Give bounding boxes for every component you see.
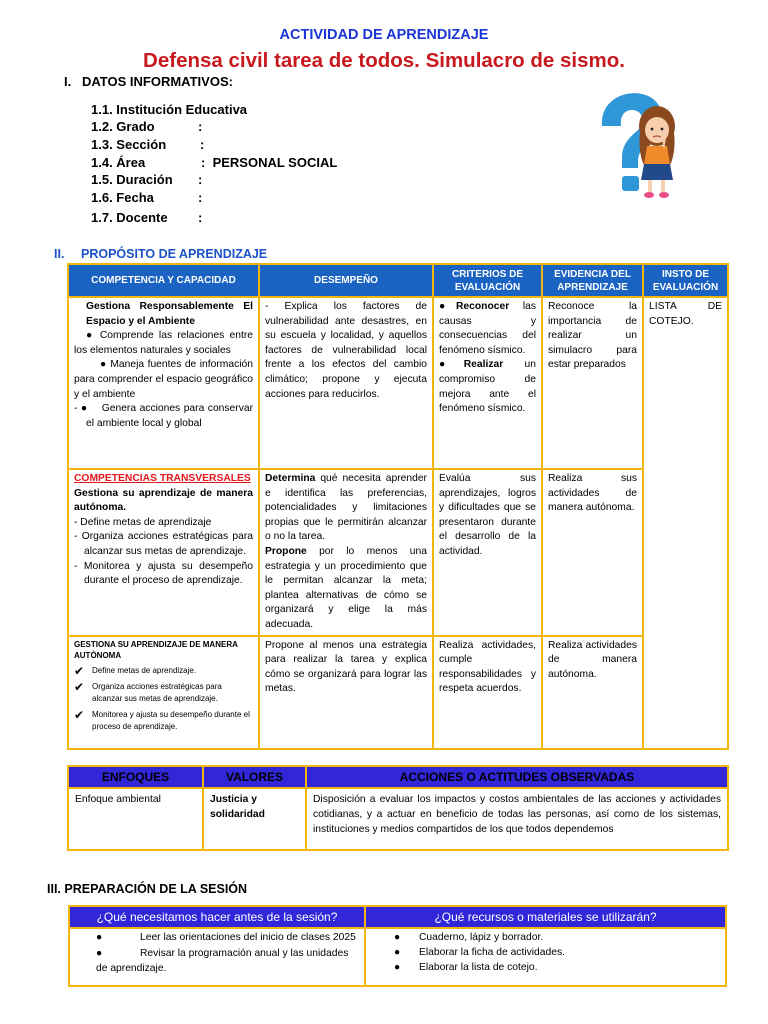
competencia-cell: Gestiona Responsablemente El Espacio y el Ambiente ● Comprende las relaciones entre los elementos naturales y sociales ● Maneja fuentes de información para comprender el espacio geográfico y el ambiente - ● Genera acciones para conservar el ambiente local y global — [68, 297, 259, 469]
capacidad-item: - Monitorea y ajusta su desempeño durante el proceso de aprendizaje. — [74, 560, 253, 587]
capacidad-item: ● Maneja fuentes de información para comprender el espacio geográfico y el ambiente — [74, 359, 253, 400]
section-3-title: PREPARACIÓN DE LA SESIÓN — [64, 882, 248, 896]
proposito-table — [67, 263, 729, 750]
check-item: ✔ Organiza acciones estratégicas para alcanzar sus metas de aprendizaje. — [74, 679, 222, 703]
document-title: ACTIVIDAD DE APRENDIZAJE — [279, 27, 489, 43]
section-1-number: I. — [64, 74, 72, 89]
competencia-cell: GESTIONA SU APRENDIZAJE DE MANERA AUTÒNOMA ✔ Define metas de aprendizaje. ✔ Organiza acciones estratégicas para alcanzar sus metas de aprendizaje. ✔ Monitorea y ajusta su desempeño durante el proceso de aprendizaje. — [68, 636, 259, 749]
criterios-cell: Evalúa sus aprendizajes, logros y dificultades que se presentaron durante el desarrollo de la actividad. — [433, 469, 542, 636]
section-1-title: DATOS INFORMATIVOS: — [82, 74, 233, 89]
header-instrumento: INSTO DE EVALUACIÓN — [643, 264, 728, 297]
criterios-cell — [433, 297, 542, 469]
evidencia-cell: Realiza sus actividades de manera autónoma. — [542, 469, 643, 636]
header-antes: ¿Qué necesitamos hacer antes de la sesión? — [69, 906, 365, 928]
section-3-number: III. — [47, 882, 61, 896]
header-enfoques: ENFOQUES — [68, 766, 203, 788]
valor-cell: Justicia y solidaridad — [203, 788, 306, 850]
checkmark-icon: ✔ — [74, 663, 85, 678]
competencias-transversales-label: COMPETENCIAS TRANSVERSALES — [74, 473, 251, 484]
header-acciones: ACCIONES O ACTITUDES OBSERVADAS — [306, 766, 728, 788]
accion-cell: Disposición a evaluar los impactos y costos ambientales de las acciones y actividades cotidianas, y a actuar en beneficio de todas las personas, así como de los sistemas, instituciones y medios compartidos de los que todos dependemos — [306, 788, 728, 850]
capacidad-item: - Organiza acciones estratégicas para alcanzar sus metas de aprendizaje. — [74, 531, 253, 557]
header-recursos: ¿Qué recursos o materiales se utilizarán? — [365, 906, 726, 928]
section-2-number: II. — [54, 247, 65, 261]
section-1-heading — [64, 74, 233, 89]
list-item: ● Cuaderno, lápiz y borrador. — [394, 932, 544, 943]
check-item: ✔ Monitorea y ajusta su desempeño durante el proceso de aprendizaje. — [74, 707, 250, 731]
header-desempeno: DESEMPEÑO — [259, 264, 433, 297]
list-item: ● Leer las orientaciones del inicio de clases 2025 — [96, 932, 356, 943]
criterio-item: ●Reconocer las causas y consecuencias del fenómeno sísmico. — [439, 301, 536, 356]
list-item: ● Elaborar la ficha de actividades. — [394, 946, 565, 958]
table-row — [69, 928, 726, 986]
section-2-title: PROPÓSITO DE APRENDIZAJE — [81, 247, 268, 261]
info-row-seccion: 1.3. Sección : — [91, 137, 205, 152]
info-row-institucion: 1.1. Institución Educativa — [91, 102, 248, 117]
document-subtitle: Defensa civil tarea de todos. Simulacro de sismo. — [143, 49, 625, 72]
checkmark-icon: ✔ — [74, 679, 85, 694]
table-row — [68, 636, 728, 749]
evidencia-cell: Realiza actividades de manera autónoma. — [542, 636, 643, 749]
info-row-area: 1.4. Área : PERSONAL SOCIAL — [91, 155, 338, 170]
desempeno-cell: Propone al menos una estrategia para realizar la tarea y explica cómo se organizará para lograr las metas. — [259, 636, 433, 749]
table-row — [68, 469, 728, 636]
table-row — [68, 788, 728, 850]
info-row-fecha: 1.6. Fecha : — [91, 190, 203, 205]
section-3-heading — [47, 882, 247, 896]
check-item: ✔ Define metas de aprendizaje. — [74, 663, 197, 678]
evidencia-cell: Reconoce la importancia de realizar un simulacro para estar preparados — [542, 297, 643, 469]
info-row-duracion: 1.5. Duración : — [91, 172, 203, 187]
criterio-item: ●Realizar un compromiso de mejora ante el fenómeno sísmico. — [439, 359, 536, 415]
enfoques-table — [67, 765, 729, 851]
list-item: ● Revisar la programación anual y las unidades de aprendizaje. — [96, 947, 349, 974]
table-row — [68, 297, 728, 469]
antes-cell — [69, 928, 365, 986]
competencia-transversal-cell: COMPETENCIAS TRANSVERSALES Gestiona su aprendizaje de manera autónoma. - Define metas de aprendizaje - Organiza acciones estratégicas para alcanzar sus metas de aprendizaje. - Monitorea y ajusta su desempeño durante el proceso de aprendizaje. — [68, 469, 259, 636]
header-evidencia: EVIDENCIA DEL APRENDIZAJE — [542, 264, 643, 297]
criterios-cell: Realiza actividades, cumple responsabilidades y respeta acuerdos. — [433, 636, 542, 749]
question-mark-girl-icon — [590, 88, 700, 203]
header-criterios: CRITERIOS DE EVALUACIÓN — [433, 264, 542, 297]
header-valores: VALORES — [203, 766, 306, 788]
area-value: PERSONAL SOCIAL — [212, 155, 338, 170]
instrumento-cell: LISTA DE COTEJO. — [643, 297, 728, 749]
enfoque-cell: Enfoque ambiental — [68, 788, 203, 850]
capacidad-item: - Define metas de aprendizaje — [74, 516, 212, 528]
checkmark-icon: ✔ — [74, 707, 85, 722]
desempeno-cell: Determina qué necesita aprender e identifica las preferencias, potencialidades y limitaciones propias que le permitirán alcanzar o no la tarea. Propone por lo menos una estrategia y un procedimiento que le permitan alcanzar la meta; plantea alternativas de cómo se organizará y elige la más adecuada. — [259, 469, 433, 636]
preparacion-table — [68, 905, 727, 987]
info-row-docente: 1.7. Docente : — [91, 210, 203, 225]
list-item: ● Elaborar la lista de cotejo. — [394, 961, 538, 973]
desempeno-cell: - Explica los factores de vulnerabilidad ante desastres, en su escuela y localidad, y aquellos factores de vulnerabilidad local frente a los efectos del cambio climático; propone y ejecuta acciones para reducirlos. — [259, 297, 433, 469]
info-row-grado: 1.2. Grado : — [91, 119, 203, 134]
section-2-heading — [54, 247, 267, 261]
header-competencia: COMPETENCIA Y CAPACIDAD — [68, 264, 259, 297]
capacidad-item: ● Comprende las relaciones entre los elementos naturales y sociales — [74, 330, 253, 356]
capacidad-item: - ● Genera acciones para conservar el ambiente local y global — [74, 403, 254, 429]
recursos-cell — [365, 928, 726, 986]
